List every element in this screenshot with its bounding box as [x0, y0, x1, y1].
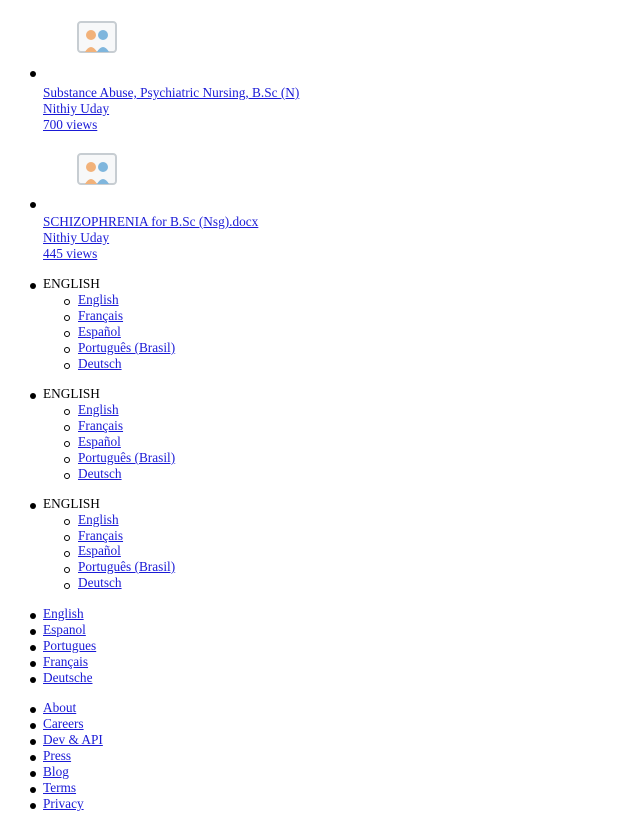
- circle-bullet-icon: [64, 363, 70, 369]
- language-option-francais[interactable]: Français: [78, 308, 124, 323]
- circle-bullet-icon: [64, 583, 70, 589]
- bullet-icon: [30, 503, 36, 509]
- footer-link-blog[interactable]: Blog: [43, 764, 69, 779]
- circle-bullet-icon: [64, 331, 70, 337]
- related-title-link[interactable]: Substance Abuse, Psychiatric Nursing, B.Sc (N): [43, 85, 300, 100]
- related-title-link[interactable]: SCHIZOPHRENIA for B.Sc (Nsg).docx: [43, 214, 259, 229]
- language-option-english[interactable]: English: [78, 402, 119, 417]
- language-link-english[interactable]: English: [43, 606, 84, 621]
- language-option-espanol[interactable]: Español: [78, 543, 121, 558]
- related-views-link[interactable]: 700 views: [43, 117, 98, 132]
- bullet-icon: [30, 629, 36, 635]
- language-option-deutsch[interactable]: Deutsch: [78, 466, 122, 481]
- language-option-deutsch[interactable]: Deutsch: [78, 356, 122, 371]
- footer-link-press[interactable]: Press: [43, 748, 72, 763]
- footer-link-careers[interactable]: Careers: [43, 716, 84, 731]
- language-link-deutsche[interactable]: Deutsche: [43, 670, 93, 685]
- related-author-link[interactable]: Nithiy Uday: [43, 230, 110, 245]
- bullet-icon: [30, 71, 36, 77]
- language-link-espanol[interactable]: Espanol: [43, 622, 86, 637]
- related-views-link[interactable]: 445 views: [43, 246, 98, 261]
- language-option-espanol[interactable]: Español: [78, 324, 121, 339]
- circle-bullet-icon: [64, 441, 70, 447]
- bullet-icon: [30, 283, 36, 289]
- bullet-icon: [30, 771, 36, 777]
- slideshare-logo-icon[interactable]: [76, 150, 118, 192]
- bullet-icon: [30, 613, 36, 619]
- language-option-english[interactable]: English: [78, 292, 119, 307]
- language-option-francais[interactable]: Français: [78, 528, 124, 543]
- bullet-icon: [30, 645, 36, 651]
- bullet-icon: [30, 755, 36, 761]
- circle-bullet-icon: [64, 347, 70, 353]
- circle-bullet-icon: [64, 315, 70, 321]
- footer-link-dev-api[interactable]: Dev & API: [43, 732, 103, 747]
- language-option-deutsch[interactable]: Deutsch: [78, 575, 122, 590]
- footer-link-privacy[interactable]: Privacy: [43, 796, 84, 811]
- language-menu-label[interactable]: ENGLISH: [43, 496, 100, 511]
- circle-bullet-icon: [64, 473, 70, 479]
- language-menu-label[interactable]: ENGLISH: [43, 386, 100, 401]
- bullet-icon: [30, 677, 36, 683]
- bullet-icon: [30, 661, 36, 667]
- language-option-francais[interactable]: Français: [78, 418, 124, 433]
- bullet-icon: [30, 393, 36, 399]
- bullet-icon: [30, 707, 36, 713]
- bullet-icon: [30, 202, 36, 208]
- language-link-portugues[interactable]: Portugues: [43, 638, 97, 653]
- circle-bullet-icon: [64, 409, 70, 415]
- language-option-english[interactable]: English: [78, 512, 119, 527]
- language-option-espanol[interactable]: Español: [78, 434, 121, 449]
- related-author-link[interactable]: Nithiy Uday: [43, 101, 110, 116]
- circle-bullet-icon: [64, 457, 70, 463]
- bullet-icon: [30, 787, 36, 793]
- bullet-icon: [30, 803, 36, 809]
- footer-link-about[interactable]: About: [43, 700, 77, 715]
- language-link-francais[interactable]: Français: [43, 654, 89, 669]
- language-option-portugues[interactable]: Português (Brasil): [78, 340, 176, 355]
- language-option-portugues[interactable]: Português (Brasil): [78, 450, 176, 465]
- bullet-icon: [30, 739, 36, 745]
- circle-bullet-icon: [64, 425, 70, 431]
- language-menu-label[interactable]: ENGLISH: [43, 276, 100, 291]
- language-option-portugues[interactable]: Português (Brasil): [78, 559, 176, 574]
- circle-bullet-icon: [64, 551, 70, 557]
- slideshare-logo-icon[interactable]: [76, 18, 118, 60]
- bullet-icon: [30, 723, 36, 729]
- circle-bullet-icon: [64, 299, 70, 305]
- circle-bullet-icon: [64, 567, 70, 573]
- footer-link-terms[interactable]: Terms: [43, 780, 77, 795]
- circle-bullet-icon: [64, 535, 70, 541]
- circle-bullet-icon: [64, 519, 70, 525]
